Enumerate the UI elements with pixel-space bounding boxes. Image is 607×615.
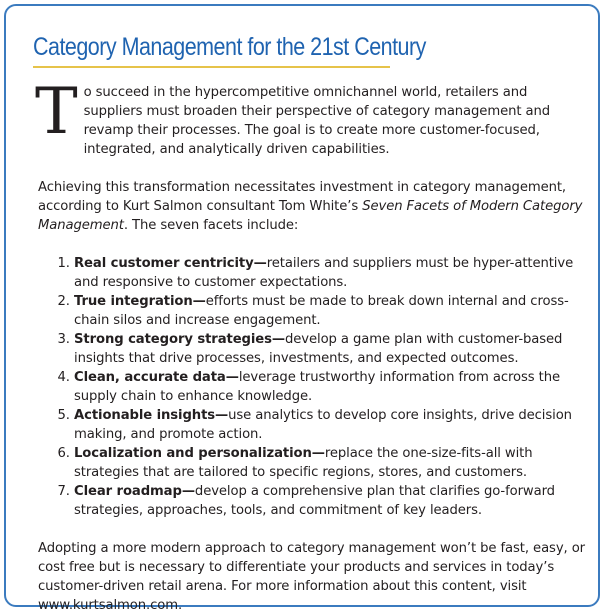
transformation-text-before: Achieving this transformation necessitates investment in category management, according to Kurt Salmon consultant Tom White’s (38, 180, 567, 214)
box-title: Category Management for the 21st Century (33, 33, 426, 61)
list-item (74, 482, 588, 520)
facet-lead: True integration— (74, 294, 206, 309)
facet-text: develop a comprehensive plan that clarifies go-forward strategies, approaches, tools, and commitment of key leaders. (74, 484, 555, 518)
facet-lead: Actionable insights— (74, 408, 229, 423)
title-underline (33, 66, 390, 68)
list-item (74, 254, 588, 292)
sidebar-box (4, 4, 600, 613)
list-item (74, 444, 588, 482)
list-item (74, 292, 588, 330)
intro-text: o succeed in the hypercompetitive omnichannel world, retailers and suppliers must broaden their perspective of category management and revamp their processes. The goal is to create more customer-focused, integrated, and analytically driven capabilities. (83, 85, 551, 157)
facet-text: use analytics to develop core insights, drive decision making, and promote action. (74, 408, 572, 442)
facet-lead: Clear roadmap— (74, 484, 195, 499)
facet-text: leverage trustworthy information from across the supply chain to enhance knowledge. (74, 370, 560, 404)
facet-lead: Localization and personalization— (74, 446, 325, 461)
facet-lead: Strong category strategies— (74, 332, 285, 347)
transformation-paragraph (38, 178, 588, 235)
intro-paragraph (35, 75, 588, 159)
facet-text: replace the one-size-fits-all with strategies that are tailored to specific regions, stores, and customers. (74, 446, 533, 480)
facet-text: develop a game plan with customer-based insights that drive processes, investments, and expected outcomes. (74, 332, 563, 366)
list-item (74, 368, 588, 406)
list-item (74, 330, 588, 368)
box-content (35, 75, 588, 615)
list-item (74, 406, 588, 444)
transformation-text-after: . The seven facets include: (123, 218, 299, 233)
drop-cap: T (35, 75, 78, 149)
facet-text: efforts must be made to break down internal and cross-chain silos and increase engagement. (74, 294, 569, 328)
facet-lead: Clean, accurate data— (74, 370, 239, 385)
book-title: Seven Facets of Modern Category Management (38, 199, 583, 233)
closing-paragraph: Adopting a more modern approach to category management won’t be fast, easy, or cost free but is necessary to differentiate your products and services in today’s customer-driven retail arena. For more information about this content, visit www.kurtsalmon.com. (38, 541, 585, 613)
facet-lead: Real customer centricity— (74, 256, 267, 271)
facet-text: retailers and suppliers must be hyper-attentive and responsive to customer expectations. (74, 256, 574, 290)
facets-list (38, 254, 588, 520)
